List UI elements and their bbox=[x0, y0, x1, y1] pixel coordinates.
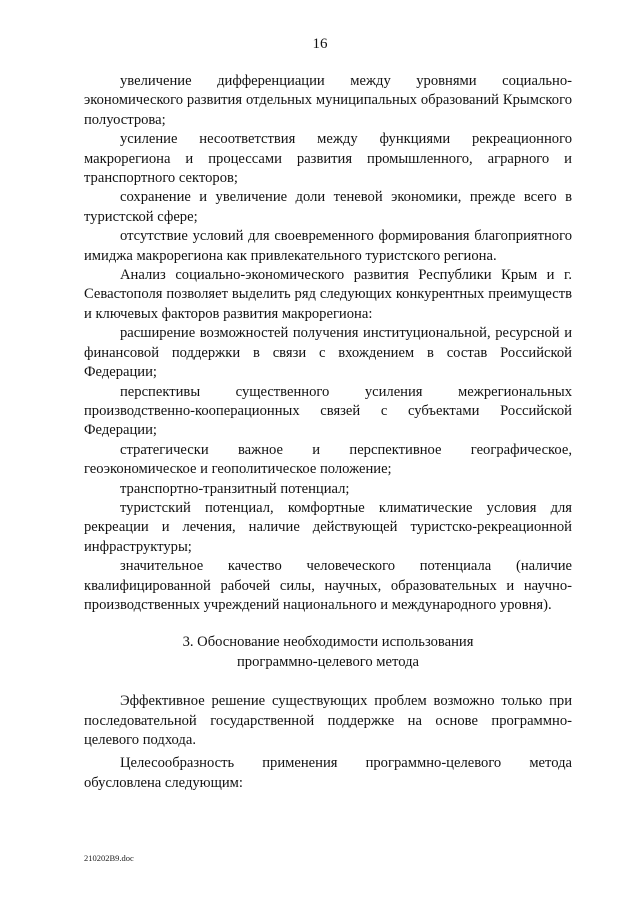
paragraph: Эффективное решение существующих проблем возможно только при последовательной государственной поддержке на основе программно-целевого подхода. bbox=[84, 693, 572, 748]
paragraph: усиление несоответствия между функциями рекреационного макрорегиона и процессами развития промышленного, аграрного и транспортного секторов; bbox=[84, 131, 572, 187]
paragraph: Анализ социально-экономического развития Республики Крым и г. Севастополя позволяет выделить ряд следующих конкурентных преимуществ и ключевых факторов развития макрорегиона: bbox=[84, 267, 572, 322]
paragraph: отсутствие условий для своевременного формирования благоприятного имиджа макрорегиона как привлекательного туристского региона. bbox=[84, 228, 572, 264]
paragraph: перспективы существенного усиления межрегиональных производственно-кооперационных связей с субъектами Российской Федерации; bbox=[84, 383, 572, 439]
section-heading-line: программно-целевого метода bbox=[237, 653, 419, 670]
page-number: 16 bbox=[312, 36, 328, 52]
section-heading bbox=[84, 633, 572, 672]
paragraph: стратегически важное и перспективное географическое, геоэкономическое и геополитическое положение; bbox=[84, 441, 572, 478]
paragraph: сохранение и увеличение доли теневой экономики, прежде всего в туристской сфере; bbox=[84, 189, 572, 225]
document-body bbox=[84, 72, 572, 793]
paragraph: туристский потенциал, комфортные климатические условия для рекреации и лечения, наличие действующей туристско-рекреационной инфраструктуры; bbox=[84, 499, 572, 555]
paragraph: транспортно-транзитный потенциал; bbox=[120, 480, 350, 497]
paragraph: увеличение дифференциации между уровнями социально-экономического развития отдельных муниципальных образований Крымского полуострова; bbox=[84, 73, 572, 128]
paragraph: расширение возможностей получения институциональной, ресурсной и финансовой поддержки в связи с вхождением в состав Российской Федерации; bbox=[84, 325, 572, 381]
section-heading-line: 3. Обоснование необходимости использования bbox=[182, 634, 474, 651]
file-name-footer: 210202В9.doc bbox=[84, 853, 134, 863]
paragraph: значительное качество человеческого потенциала (наличие квалифицированной рабочей силы, научных, образовательных и научно-производственных учреждений национального и международного уровня). bbox=[84, 558, 572, 613]
paragraph: Целесообразность применения программно-целевого метода обусловлена следующим: bbox=[84, 755, 572, 791]
